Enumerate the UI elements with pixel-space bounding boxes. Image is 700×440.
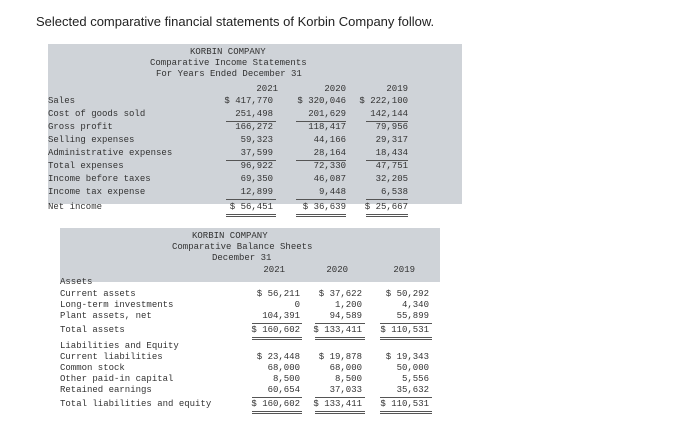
balance-cell: 94,589 [329, 311, 362, 321]
balance-rule [315, 397, 365, 398]
balance-rule [380, 323, 432, 324]
balance-cell: $ 160,602 [251, 325, 300, 335]
balance-row-label: Common stock [60, 363, 125, 373]
balance-cell: 35,632 [396, 385, 429, 395]
income-year-2021: 2021 [256, 84, 278, 94]
income-cell: 37,599 [240, 148, 273, 158]
balance-year-2019: 2019 [393, 265, 415, 275]
balance-row-label: Current assets [60, 289, 136, 299]
income-row-label: Sales [48, 96, 76, 106]
balance-double-rule [252, 411, 302, 414]
balance-cell: 8,500 [272, 374, 300, 384]
balance-rule [252, 397, 302, 398]
income-cell: 46,087 [313, 174, 346, 184]
balance-double-rule [380, 337, 432, 340]
balance-rule [252, 323, 302, 324]
balance-cell: 68,000 [267, 363, 300, 373]
income-cell: 12,899 [240, 187, 273, 197]
balance-cell: 8,500 [334, 374, 362, 384]
balance-cell: $ 110,531 [380, 399, 429, 409]
balance-cell: $ 19,343 [385, 352, 429, 362]
balance-rule [315, 323, 365, 324]
income-row-label: Cost of goods sold [48, 109, 146, 119]
income-cell: 18,434 [375, 148, 408, 158]
balance-cell: $ 133,411 [313, 399, 362, 409]
liabilities-heading: Liabilities and Equity [60, 341, 179, 351]
income-cell: 166,272 [235, 122, 273, 132]
balance-row-label: Retained earnings [60, 385, 152, 395]
income-cell: 59,323 [240, 135, 273, 145]
balance-cell: 104,391 [262, 311, 300, 321]
balance-cell: 4,340 [401, 300, 429, 310]
balance-cell: 60,654 [267, 385, 300, 395]
balance-double-rule [252, 337, 302, 340]
balance-cell: 1,200 [334, 300, 362, 310]
income-cell: 79,956 [375, 122, 408, 132]
income-cell: $ 25,667 [364, 202, 408, 212]
income-cell: 96,922 [240, 161, 273, 171]
balance-company: KORBIN COMPANY [192, 231, 268, 241]
income-row-label: Income before taxes [48, 174, 151, 184]
balance-cell: $ 50,292 [385, 289, 429, 299]
income-cell: 32,205 [375, 174, 408, 184]
balance-cell: 5,556 [401, 374, 429, 384]
balance-row-label: Total liabilities and equity [60, 399, 212, 409]
income-year-2020: 2020 [324, 84, 346, 94]
income-cell: 201,629 [308, 109, 346, 119]
balance-sheet [60, 228, 440, 428]
income-period: For Years Ended December 31 [156, 69, 302, 79]
balance-double-rule [315, 411, 365, 414]
balance-row-label: Plant assets, net [60, 311, 152, 321]
balance-cell: $ 19,878 [318, 352, 362, 362]
balance-double-rule [315, 337, 365, 340]
income-row-label: Total expenses [48, 161, 124, 171]
balance-cell: $ 160,602 [251, 399, 300, 409]
income-double-rule [296, 214, 346, 217]
balance-year-2021: 2021 [263, 265, 285, 275]
intro-text: Selected comparative financial statements of Korbin Company follow. [36, 14, 435, 29]
income-cell: 118,417 [308, 122, 346, 132]
balance-double-rule [380, 411, 432, 414]
income-cell: 72,330 [313, 161, 346, 171]
income-rule [296, 199, 346, 200]
balance-cell: $ 110,531 [380, 325, 429, 335]
income-cell: $ 417,770 [224, 96, 273, 106]
income-cell: $ 56,451 [229, 202, 273, 212]
balance-title: Comparative Balance Sheets [172, 242, 313, 252]
income-cell: 69,350 [240, 174, 273, 184]
income-year-2019: 2019 [386, 84, 408, 94]
balance-year-2020: 2020 [326, 265, 348, 275]
balance-row-label: Current liabilities [60, 352, 163, 362]
balance-row-label: Total assets [60, 325, 125, 335]
income-row-label: Income tax expense [48, 187, 146, 197]
balance-cell: $ 133,411 [313, 325, 362, 335]
income-row-label: Gross profit [48, 122, 113, 132]
income-company: KORBIN COMPANY [190, 47, 266, 57]
income-row-label: Selling expenses [48, 135, 135, 145]
balance-cell: 37,033 [329, 385, 362, 395]
balance-cell: 0 [294, 300, 300, 310]
balance-cell: $ 37,622 [318, 289, 362, 299]
income-row-label: Administrative expenses [48, 148, 173, 158]
balance-cell: 55,899 [396, 311, 429, 321]
balance-rule [380, 397, 432, 398]
income-cell: 251,498 [235, 109, 273, 119]
income-cell: 142,144 [370, 109, 408, 119]
balance-period: December 31 [212, 253, 272, 263]
income-cell: $ 36,639 [302, 202, 346, 212]
income-cell: $ 320,046 [297, 96, 346, 106]
balance-cell: 68,000 [329, 363, 362, 373]
balance-cell: $ 56,211 [256, 289, 300, 299]
balance-row-label: Long-term investments [60, 300, 174, 310]
income-title: Comparative Income Statements [150, 58, 307, 68]
income-cell: 47,751 [375, 161, 408, 171]
income-cell: 29,317 [375, 135, 408, 145]
assets-heading: Assets [60, 277, 93, 287]
income-statement [48, 44, 462, 214]
balance-cell: $ 23,448 [256, 352, 300, 362]
income-double-rule [226, 214, 276, 217]
income-rule [226, 199, 276, 200]
income-rule [366, 199, 408, 200]
income-cell: 44,166 [313, 135, 346, 145]
income-cell: 28,164 [313, 148, 346, 158]
income-cell: 9,448 [318, 187, 346, 197]
balance-cell: 50,000 [396, 363, 429, 373]
income-cell: $ 222,100 [359, 96, 408, 106]
income-double-rule [366, 214, 408, 217]
balance-row-label: Other paid-in capital [60, 374, 174, 384]
income-row-label: Net income [48, 202, 103, 212]
income-cell: 6,538 [380, 187, 408, 197]
